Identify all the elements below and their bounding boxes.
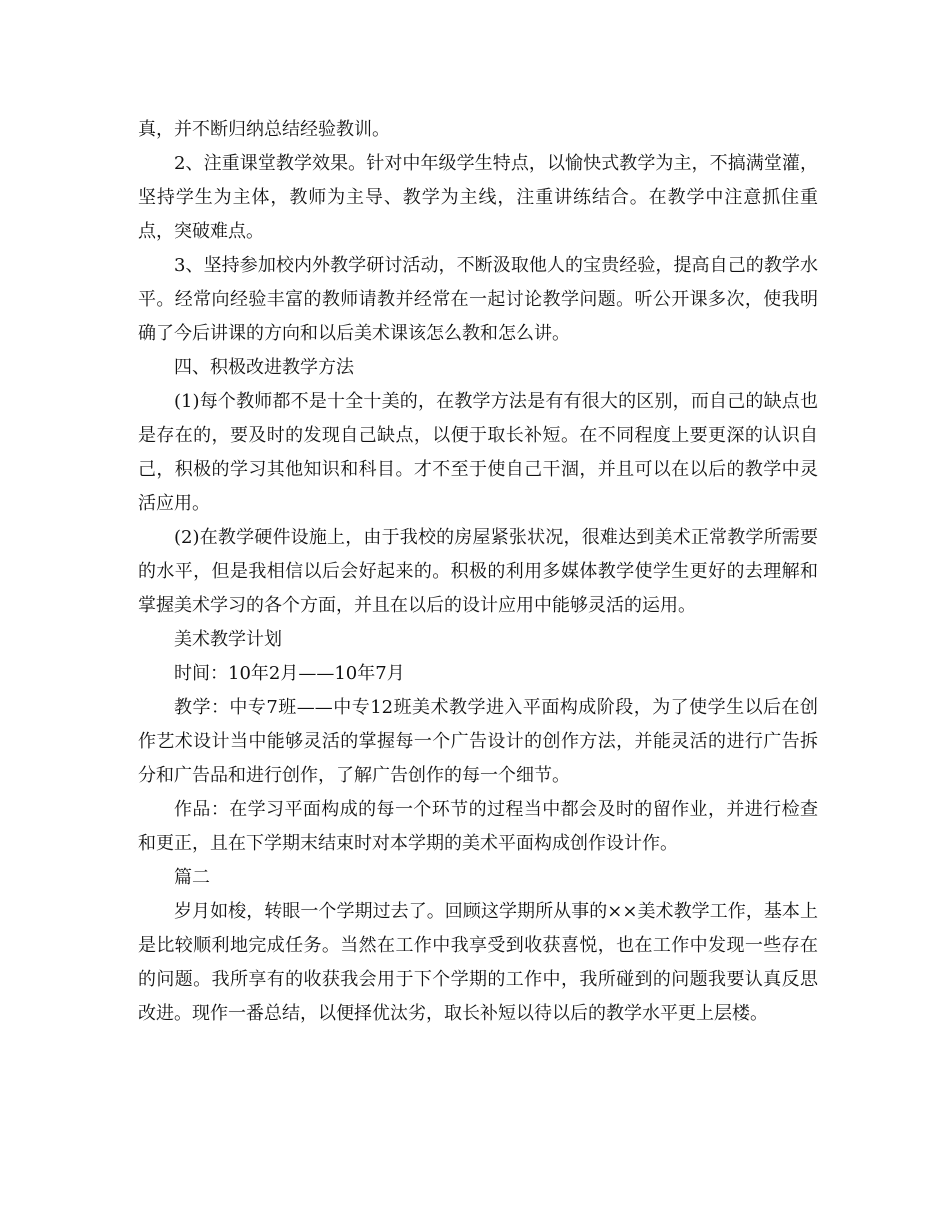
paragraph-teaching: 教学：中专7班——中专12班美术教学进入平面构成阶段，为了使学生以后在创作艺术设计当中能够灵活的掌握每一个广告设计的创作方法，并能灵活的进行广告拆分和广告品和进行创作，了解广告创作的每一个细节。 [138,697,818,786]
paragraph-teaching-research: 3、坚持参加校内外教学研讨活动，不断汲取他人的宝贵经验，提高自己的教学水平。经常向经验丰富的教师请教并经常在一起讨论教学问题。听公开课多次，使我明确了今后讲课的方向和以后美术课该怎么教和怎么讲。 [138,255,818,344]
document-body [138,113,818,1031]
paragraph-semester-summary: 岁月如梭，转眼一个学期过去了。回顾这学期所从事的××美术教学工作，基本上是比较顺利地完成任务。当然在工作中我享受到收获喜悦，也在工作中发现一些存在的问题。我所享有的收获我会用于下个学期的工作中，我所碰到的问题我要认真反思改进。现作一番总结，以便择优汰劣，取长补短以待以后的教学水平更上层楼。 [138,901,818,1024]
section-heading-art-plan: 美术教学计划 [174,629,282,650]
paragraph-works: 作品：在学习平面构成的每一个环节的过程当中都会及时的留作业，并进行检查和更正，且在下学期末结束时对本学期的美术平面构成创作设计作。 [138,799,818,854]
paragraph-continuation: 真，并不断归纳总结经验教训。 [138,119,390,140]
section-heading-part-two: 篇二 [174,867,210,888]
paragraph-classroom-effect: 2、注重课堂教学效果。针对中年级学生特点，以愉快式教学为主，不搞满堂灌，坚持学生为主体，教师为主导、教学为主线，注重讲练结合。在教学中注意抓住重点，突破难点。 [138,153,818,242]
paragraph-time: 时间：10年2月——10年7月 [174,663,405,684]
section-heading-improve-methods: 四、积极改进教学方法 [174,357,354,378]
paragraph-method-point-2: (2)在教学硬件设施上，由于我校的房屋紧张状况，很难达到美术正常教学所需要的水平，但是我相信以后会好起来的。积极的利用多媒体教学使学生更好的去理解和掌握美术学习的各个方面，并且在以后的设计应用中能够灵活的运用。 [138,527,818,616]
paragraph-method-point-1: (1)每个教师都不是十全十美的，在教学方法是有有很大的区别，而自己的缺点也是存在的，要及时的发现自己缺点，以便于取长补短。在不同程度上要更深的认识自己，积极的学习其他知识和科目。才不至于使自己干涸，并且可以在以后的教学中灵活应用。 [138,391,818,514]
